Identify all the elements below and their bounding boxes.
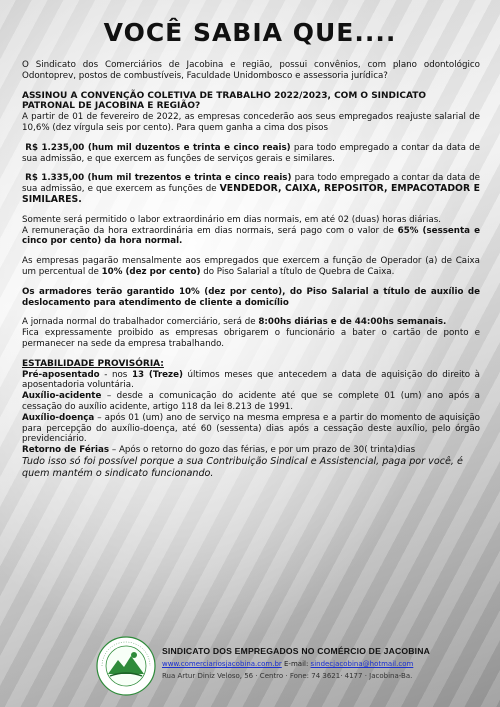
cashier-text-c: do Piso Salarial a título de Quebra de Caixa. xyxy=(200,266,395,277)
stability-doenca-text: – após 01 (um) ano de serviço na mesma empresa e a partir do momento de aquisição para percepção do auxílio-doença, até 60 (sessenta) dias após a cessação deste auxílio, pelo órgão previdenciário. xyxy=(22,412,480,445)
armadores-paragraph: Os armadores terão garantido 10% (dez por cento), do Piso Salarial a título de auxílio de deslocamento para atendimento de cliente a domicílio xyxy=(22,286,480,308)
stability-pre-months: 13 (Treze) xyxy=(131,369,183,380)
flyer-content xyxy=(22,60,480,480)
overtime-limit: Somente será permitido o labor extraordinário em dias normais, em até 02 (duas) horas diárias. xyxy=(22,214,441,225)
stability-ferias-label: Retorno de Férias xyxy=(22,445,110,456)
stability-pre-text-a: - nos xyxy=(99,369,132,380)
footer xyxy=(96,636,491,696)
stability-acidente xyxy=(22,391,480,413)
stability-ferias xyxy=(22,445,480,456)
ponto-paragraph: Fica expressamente proibido as empresas obrigarem o funcionário a bater o cartão de ponto e permanecer na sede da empresa trabalhando. xyxy=(22,328,480,349)
stability-acidente-text: – desde a comunicação do acidente até que se complete 01 (um) ano após a cessação do auxílio acidente, artigo 118 da lei 8.213 de 1991. xyxy=(22,391,480,412)
overtime-pay-text: A remuneração da hora extraordinária em dias normais, será pago com o valor de xyxy=(22,225,398,236)
piso-2-roles: VENDEDOR, CAIXA, REPOSITOR, EMPACOTADOR E SIMILARES. xyxy=(22,183,480,205)
piso-2-paragraph xyxy=(22,173,480,205)
footer-union-name: SINDICATO DOS EMPREGADOS NO COMÉRCIO DE JACOBINA xyxy=(162,646,431,656)
stability-title: ESTABILIDADE PROVISÓRIA: xyxy=(22,358,164,369)
piso-2-text: para todo empregado a contar da data de sua admissão, e que exercem as funções de xyxy=(22,173,480,195)
salary-intro: A partir de 01 de fevereiro de 2022, as empresas concederão aos seus empregados reajuste salarial de 10,6% (dez vírgula seis por cento). Para quem ganha a cima dos pisos xyxy=(22,112,480,133)
footer-website-link[interactable]: www.comerciariosjacobina.com.br xyxy=(162,660,282,668)
stability-doenca-label: Auxílio-doença xyxy=(22,412,95,423)
journey-text: A jornada normal do trabalhador comerciário, será de xyxy=(22,317,259,328)
stability-pre xyxy=(22,370,480,392)
union-seal-logo xyxy=(96,636,156,696)
stability-pre-text-c: últimos meses que antecedem a data de aquisição do direito à aposentadoria voluntária. xyxy=(22,369,480,391)
footer-email-label: E-mail: xyxy=(281,660,311,668)
cashier-text-a: As empresas pagarão mensalmente aos empregados que exercem a função de Operador (a) de Caixa um percentual de xyxy=(22,256,480,277)
footer-email-link[interactable]: sindecjacobina@hotmail.com xyxy=(310,660,414,668)
convention-heading: ASSINOU A CONVENÇÃO COLETIVA DE TRABALHO 2022/2023, COM O SINDICATO PATRONAL DE JACOBINA E REGIÃO? xyxy=(22,90,427,112)
overtime-pay-paragraph xyxy=(22,226,480,248)
stability-doenca xyxy=(22,413,480,445)
piso-1-paragraph xyxy=(22,143,480,165)
stability-acidente-label: Auxílio-acidente xyxy=(22,391,102,402)
piso-1-text: para todo empregado a contar da data de sua admissão, e que exercem as funções de serviços gerais e similares. xyxy=(22,142,480,164)
intro-paragraph: O Sindicato dos Comerciários de Jacobina e região, possui convênios, com plano odontológico Odontoprev, postos de combustíveis, Faculdade Unidombosco e assessoria jurídica? xyxy=(22,60,480,81)
piso-2-value: R$ 1.335,00 (hum mil trezentos e trinta e cinco reais) xyxy=(25,173,292,184)
footer-contact xyxy=(162,660,413,668)
stability-ferias-text: – Após o retorno do gozo das férias, e por um prazo de 30( trinta)dias xyxy=(109,445,416,456)
journey-hours: 8:00hs diárias e de 44:00hs semanais. xyxy=(258,317,447,328)
journey-paragraph xyxy=(22,317,480,328)
cashier-percent: 10% (dez por cento) xyxy=(101,266,201,277)
page-title: VOCÊ SABIA QUE.... xyxy=(103,18,397,47)
cashier-paragraph xyxy=(22,256,480,278)
closing-message: Tudo isso só foi possível porque a sua Contribuição Sindical e Assistencial, paga por você, é quem mantém o sindicato funcionando. xyxy=(22,455,463,479)
piso-1-value: R$ 1.235,00 (hum mil duzentos e trinta e cinco reais) xyxy=(25,142,291,153)
overtime-pay-rate: 65% (sessenta e cinco por cento) da hora normal. xyxy=(22,225,480,247)
footer-address: Rua Artur Diniz Veloso, 56 · Centro · Fone: 74 3621· 4177 · Jacobina-Ba. xyxy=(162,672,413,680)
stability-pre-label: Pré-aposentado xyxy=(22,369,100,380)
